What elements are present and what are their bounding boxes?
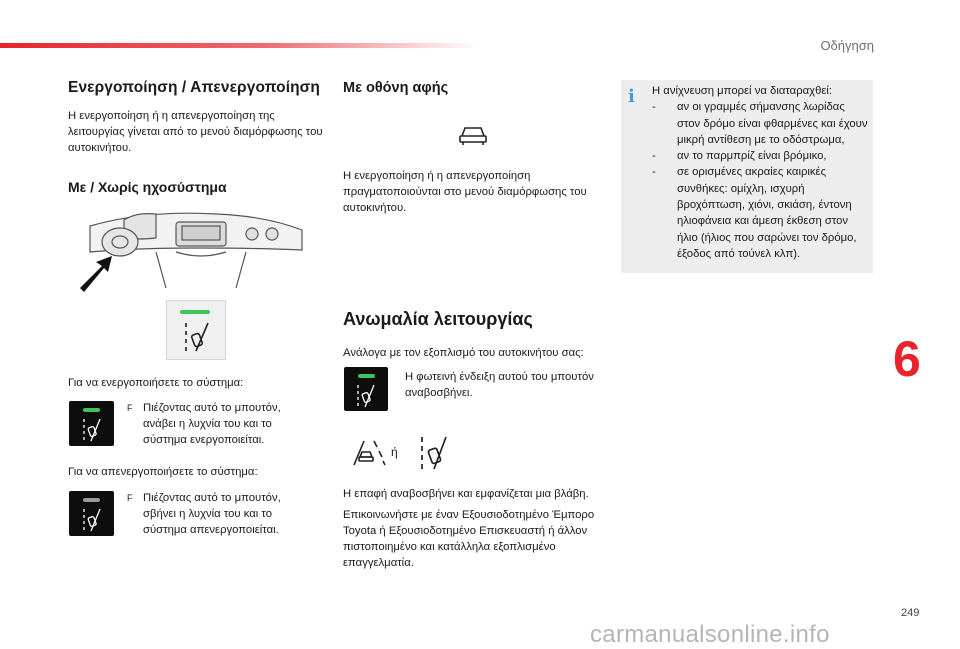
button-on-image bbox=[69, 401, 114, 446]
touchscreen-text: Η ενεργοποίηση ή η απενεργοποίηση πραγματοποιούνται στο μενού διαμόρφωσης του αυτοκινήτου. bbox=[343, 170, 587, 214]
info-item bbox=[652, 164, 870, 262]
info-text bbox=[652, 83, 870, 262]
activate-heading: Για να ενεργοποιήσετε το σύστημα: bbox=[68, 377, 244, 389]
button-off-image bbox=[69, 491, 114, 536]
subtitle-audio: Με / Χωρίς ηχοσύστημα bbox=[68, 179, 227, 195]
bullet-marker: F bbox=[127, 403, 133, 413]
chapter-number: 6 bbox=[893, 331, 921, 387]
page-number: 249 bbox=[901, 607, 920, 619]
touchscreen-title: Με οθόνη αφής bbox=[343, 80, 449, 96]
info-dash: - bbox=[652, 166, 656, 179]
activate-bullet bbox=[127, 400, 307, 448]
led-blinking-indicator bbox=[358, 374, 375, 378]
page-title: Ενεργοποίηση / Απενεργοποίηση bbox=[68, 79, 320, 96]
or-label: ή bbox=[391, 445, 398, 459]
led-on-indicator bbox=[83, 408, 100, 412]
info-item bbox=[652, 99, 870, 148]
blink-fault-text: Η επαφή αναβοσβήνει και εμφανίζεται μια βλάβη. bbox=[343, 488, 589, 500]
dashboard-illustration bbox=[76, 208, 312, 292]
info-item-text: αν το παρμπρίζ είναι βρόμικο, bbox=[677, 150, 827, 163]
lane-departure-icon bbox=[82, 418, 102, 442]
info-item bbox=[652, 148, 870, 164]
deactivate-bullet-text: Πιέζοντας αυτό το μπουτόν, σβήνει η λυχνία του και το σύστημα απενεργοποιείται. bbox=[143, 492, 281, 536]
lane-departure-warning-icon bbox=[352, 439, 386, 467]
deactivate-bullet bbox=[127, 490, 307, 538]
lane-departure-icon bbox=[356, 384, 376, 408]
info-item-text: αν οι γραμμές σήμανσης λωρίδας στον δρόμο είναι φθαρμένες και έχουν μικρή αντίθεση με το οδόστρωμα, bbox=[677, 101, 868, 146]
info-dash: - bbox=[652, 101, 656, 114]
intro-paragraph: Η ενεργοποίηση ή η απενεργοποίηση της λειτουργίας γίνεται από το μενού διαμόρφωσης του αυτοκινήτου. bbox=[68, 110, 323, 154]
lane-departure-icon bbox=[418, 435, 450, 471]
info-intro: Η ανίχνευση μπορεί να διαταραχθεί: bbox=[652, 85, 833, 97]
lane-assist-button-figure bbox=[166, 300, 226, 360]
button-blinking-image bbox=[344, 367, 388, 411]
contact-dealer-text: Επικοινωνήστε με έναν Εξουσιοδοτημένο Έμπορο Toyota ή Εξουσιοδοτημένο Επισκευαστή ή άλλον πιστοποιημένο και κατάλληλα εξοπλισμένο επαγγελματία. bbox=[343, 509, 595, 569]
header-accent-bar bbox=[0, 43, 480, 48]
led-blink-text: Η φωτεινή ένδειξη αυτού του μπουτόν αναβοσβήνει. bbox=[405, 371, 594, 399]
info-item-text: σε ορισμένες ακραίες καιρικές συνθήκες: ομίχλη, ισχυρή βροχόπτωση, χιόνι, σκιάση, έντονη ηλιοφάνεια και άμεση έκθεση στον ήλιο (ήλιος που σαρώνει τον δρόμο, έξοδος από τούνελ κλπ). bbox=[677, 166, 857, 260]
deactivate-heading: Για να απενεργοποιήσετε το σύστημα: bbox=[68, 466, 258, 478]
malfunction-title: Ανωμαλία λειτουργίας bbox=[343, 309, 533, 329]
led-off-indicator bbox=[83, 498, 100, 502]
lane-departure-icon bbox=[182, 321, 212, 353]
led-indicator-on bbox=[180, 310, 210, 314]
activate-bullet-text: Πιέζοντας αυτό το μπουτόν, ανάβει η λυχνία του και το σύστημα ενεργοποιείται. bbox=[143, 402, 281, 446]
bullet-marker: F bbox=[127, 493, 133, 503]
car-settings-icon bbox=[458, 124, 488, 146]
lane-departure-icon bbox=[82, 508, 102, 532]
malfunction-intro: Ανάλογα με τον εξοπλισμό του αυτοκινήτου σας: bbox=[343, 347, 584, 359]
section-label: Οδήγηση bbox=[820, 38, 874, 53]
info-icon: i bbox=[628, 86, 635, 107]
watermark: carmanualsonline.info bbox=[590, 621, 830, 648]
info-dash: - bbox=[652, 150, 656, 163]
